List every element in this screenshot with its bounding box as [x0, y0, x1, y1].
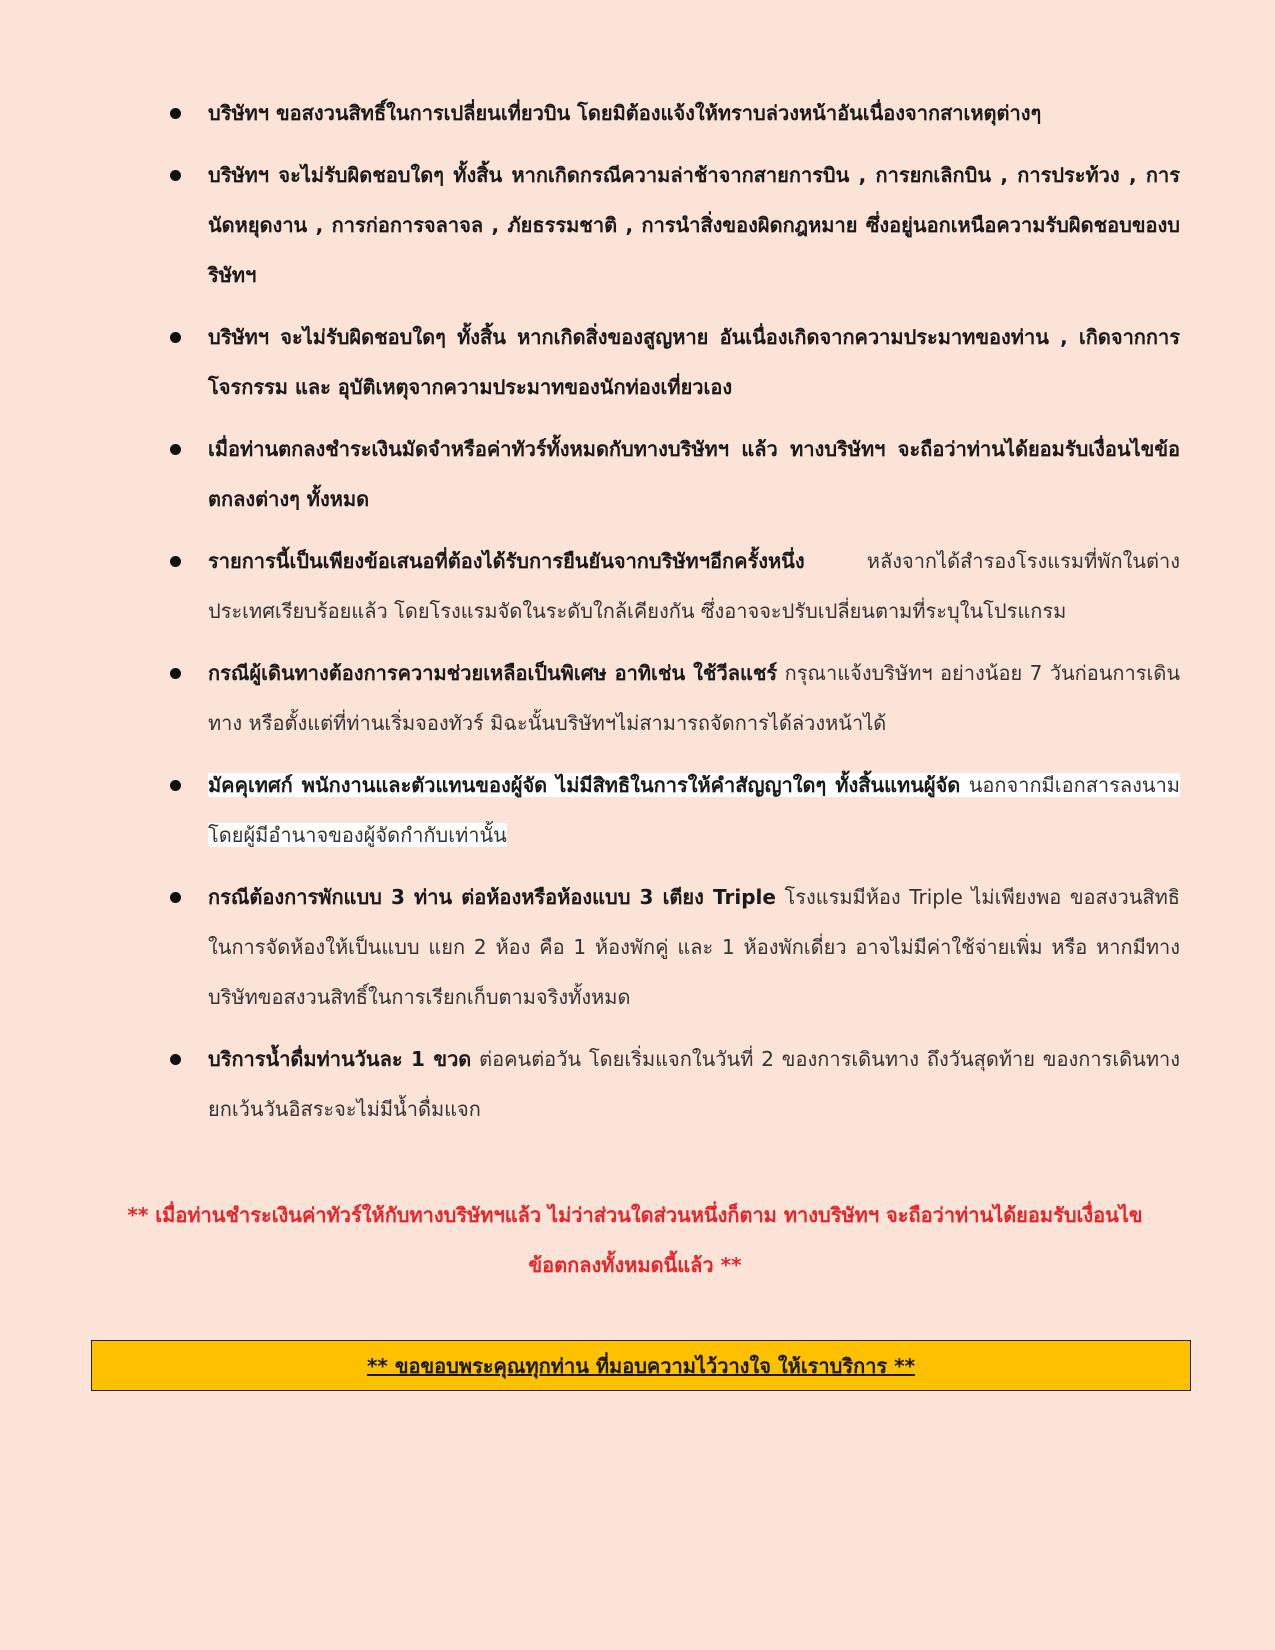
term-bold-text: บริษัทฯ จะไม่รับผิดชอบใดๆ ทั้งสิ้น หากเกิดสิ่งของสูญหาย อันเนื่องเกิดจากความประมาทของท่าน , เกิดจากการโจรกรรม และ อุบัติเหตุจากความประมาทของนักท่องเที่ยวเอง: [208, 325, 1180, 399]
bullet-icon: [170, 780, 181, 791]
thank-you-text: ** ขอขอบพระคุณทุกท่าน ที่มอบความไว้วางใจ ให้เราบริการ **: [366, 1353, 916, 1378]
thank-you-banner: [91, 1340, 1191, 1391]
term-bold-text: กรณีผู้เดินทางต้องการความช่วยเหลือเป็นพิเศษ อาทิเช่น ใช้วีลแชร์: [208, 661, 778, 685]
term-bold-text: มัคคุเทศก์ พนักงานและตัวแทนของผู้จัด ไม่มีสิทธิในการให้คำสัญญาใดๆ ทั้งสิ้นแทนผู้จัด: [208, 773, 961, 797]
term-bold-text: บริษัทฯ ขอสงวนสิทธิ์ในการเปลี่ยนเที่ยวบิน โดยมิต้องแจ้งให้ทราบล่วงหน้าอันเนื่องจากสาเหตุต่างๆ: [208, 101, 1042, 125]
term-bold-text: บริษัทฯ จะไม่รับผิดชอบใดๆ ทั้งสิ้น หากเกิดกรณีความล่าช้าจากสายการบิน , การยกเลิกบิน , การประท้วง , การนัดหยุดงาน , การก่อการจลาจล , ภัยธรรมชาติ , การนำสิ่งของผิดกฎหมาย ซึ่งอยู่นอกเหนือความรับผิดชอบของบริษัทฯ: [208, 163, 1180, 287]
term-item: [168, 1034, 1180, 1134]
bullet-icon: [170, 668, 181, 679]
term-bold-text: บริการน้ำดื่มท่านวันละ 1 ขวด: [208, 1047, 472, 1071]
payment-acceptance-notice: ** เมื่อท่านชำระเงินค่าทัวร์ให้กับทางบริษัทฯแล้ว ไม่ว่าส่วนใดส่วนหนึ่งก็ตาม ทางบริษัทฯ จะถือว่าท่านได้ยอมรับเงื่อนไขข้อตกลงทั้งหมดนี้แล้ว **: [127, 1203, 1143, 1277]
term-text: โรงแรมมีห้อง Triple ไม่เพียงพอ ขอสงวนสิทธิในการจัดห้องให้เป็นแบบ แยก 2 ห้อง คือ 1 ห้องพักคู่ และ 1 ห้องพักเดี่ยว อาจไม่มีค่าใช้จ่ายเพิ่ม หรือ หากมีทางบริษัทขอสงวนสิทธิ์ในการเรียกเก็บตามจริงทั้งหมด: [208, 885, 1180, 1009]
term-bold-text: กรณีต้องการพักแบบ 3 ท่าน ต่อห้องหรือห้องแบบ 3 เตียง Triple: [208, 885, 776, 909]
bullet-icon: [170, 108, 181, 119]
term-item: [168, 312, 1180, 412]
term-text: นอกจากมีเอกสารลงนามโดยผู้มีอำนาจของผู้จัดกำกับเท่านั้น: [208, 773, 1180, 847]
term-item: [168, 424, 1180, 524]
term-item: [168, 150, 1180, 300]
term-text: ต่อคนต่อวัน โดยเริ่มแจกในวันที่ 2 ของการเดินทาง ถึงวันสุดท้าย ของการเดินทาง ยกเว้นวันอิสระจะไม่มีน้ำดื่มแจก: [208, 1047, 1181, 1121]
term-text: กรุณาแจ้งบริษัทฯ อย่างน้อย 7 วันก่อนการเดินทาง หรือตั้งแต่ที่ท่านเริ่มจองทัวร์ มิฉะนั้นบริษัทฯไม่สามารถจัดการได้ล่วงหน้าได้: [208, 661, 1180, 735]
bullet-icon: [170, 1054, 181, 1065]
term-item: [168, 760, 1180, 860]
bullet-icon: [170, 170, 181, 181]
bullet-icon: [170, 444, 181, 455]
term-bold-text: เมื่อท่านตกลงชำระเงินมัดจำหรือค่าทัวร์ทั้งหมดกับทางบริษัทฯ แล้ว ทางบริษัทฯ จะถือว่าท่านได้ยอมรับเงื่อนไขข้อตกลงต่างๆ ทั้งหมด: [208, 437, 1180, 511]
term-text: หลังจากได้สำรองโรงแรมที่พักในต่างประเทศเรียบร้อยแล้ว โดยโรงแรมจัดในระดับใกล้เคียงกัน ซึ่งอาจจะปรับเปลี่ยนตามที่ระบุในโปรแกรม: [208, 549, 1180, 623]
term-item: [168, 648, 1180, 748]
term-item: [168, 872, 1180, 1022]
bullet-icon: [170, 556, 181, 567]
term-bold-text: รายการนี้เป็นเพียงข้อเสนอที่ต้องได้รับการยืนยันจากบริษัทฯอีกครั้งหนึ่ง: [208, 549, 805, 573]
term-item: [168, 88, 1180, 138]
bullet-icon: [170, 892, 181, 903]
bullet-icon: [170, 332, 181, 343]
terms-list: [168, 88, 1180, 1146]
term-item: [168, 536, 1180, 636]
